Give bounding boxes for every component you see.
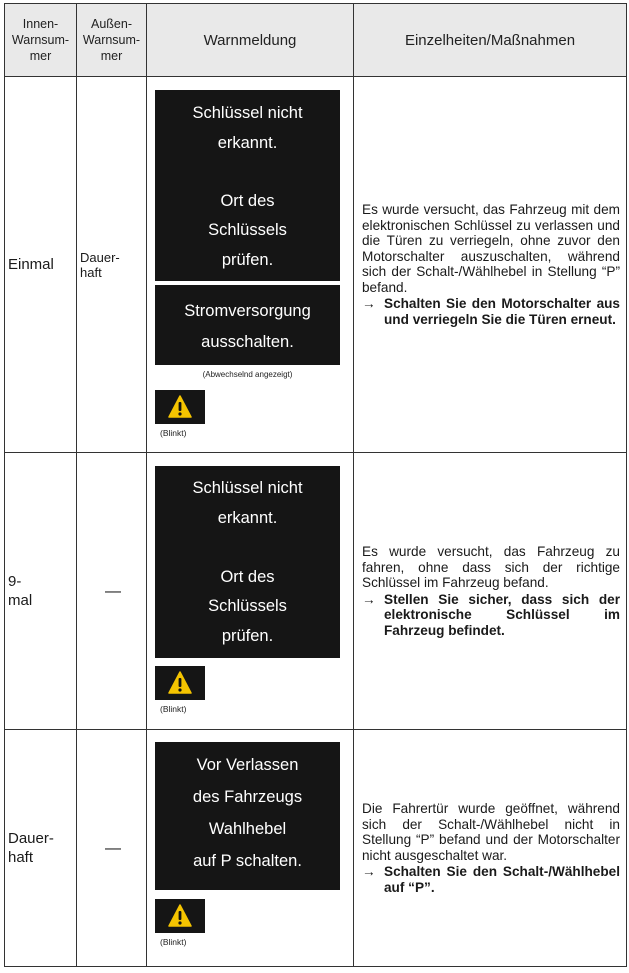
blink-label: (Blinkt) <box>160 704 187 714</box>
innen-cell: Dauer- haft <box>5 730 77 967</box>
header-innen: Innen- Warnsum- mer <box>5 4 77 77</box>
arrow-right-icon: → <box>362 591 376 607</box>
aussen-cell: Dauer- haft <box>77 77 147 453</box>
aussen-cell: — <box>77 453 147 730</box>
warning-table <box>4 3 627 967</box>
details-cell <box>354 730 627 967</box>
details-text: Es wurde versucht, das Fahrzeug mit dem elektronischen Schlüssel zu verlassen und die Türen zu verriegeln, ohne zuvor den Motorschalter auszuschalten, während sich der Schalt-/Wählhebel in Stellung “P” befand. <box>362 202 620 295</box>
table-row <box>5 730 627 967</box>
warning-display: Vor Verlassen des Fahrzeugs Wahlhebel auf P schalten. <box>155 742 340 890</box>
action-text: Stellen Sie sicher, dass sich der elektronische Schlüssel im Fahrzeug befindet. <box>384 591 620 638</box>
arrow-right-icon: → <box>362 296 376 311</box>
innen-cell: Einmal <box>5 77 77 453</box>
details-text: Es wurde versucht, das Fahrzeug zu fahren, ohne dass sich der richtige Schlüssel im Fahrzeug befand. <box>362 544 620 590</box>
action-text: Schalten Sie den Motorschalter aus und verriegeln Sie die Türen erneut. <box>384 296 620 327</box>
innen-cell: 9- mal <box>5 453 77 730</box>
alternating-note: (Abwechselnd angezeigt) <box>202 370 293 379</box>
action-item <box>362 864 620 895</box>
warning-display: Schlüssel nicht erkannt. Ort des Schlüssels prüfen. <box>155 466 340 658</box>
warnmeldung-cell <box>147 730 354 967</box>
details-cell <box>354 77 627 453</box>
action-text: Schalten Sie den Schalt-/Wählhebel auf “P”. <box>384 864 620 895</box>
table-row <box>5 453 627 730</box>
header-row <box>5 4 627 77</box>
details-cell <box>354 453 627 730</box>
action-item <box>362 296 620 327</box>
blink-label: (Blinkt) <box>160 937 187 947</box>
blink-label: (Blinkt) <box>160 428 187 438</box>
warning-display: Schlüssel nicht erkannt. Ort des Schlüssels prüfen. <box>155 90 340 281</box>
action-item <box>362 592 620 639</box>
warnmeldung-cell <box>147 77 354 453</box>
header-warnmeldung: Warnmeldung <box>147 4 354 77</box>
warning-display-alt: Stromversorgung ausschalten. <box>155 285 340 365</box>
arrow-right-icon: → <box>362 864 376 879</box>
warning-triangle-icon <box>155 666 205 700</box>
header-aussen: Außen- Warnsum- mer <box>77 4 147 77</box>
table-row <box>5 77 627 453</box>
details-text: Die Fahrertür wurde geöffnet, während sich der Schalt-/Wählhebel nicht in Stellung “P” befand und der Motorschalter nicht ausgeschaltet war. <box>362 801 620 863</box>
warning-triangle-icon <box>155 390 205 424</box>
warnmeldung-cell <box>147 453 354 730</box>
aussen-cell: — <box>77 730 147 967</box>
header-einzelheiten: Einzelheiten/Maßnahmen <box>354 4 627 77</box>
warning-triangle-icon <box>155 899 205 933</box>
